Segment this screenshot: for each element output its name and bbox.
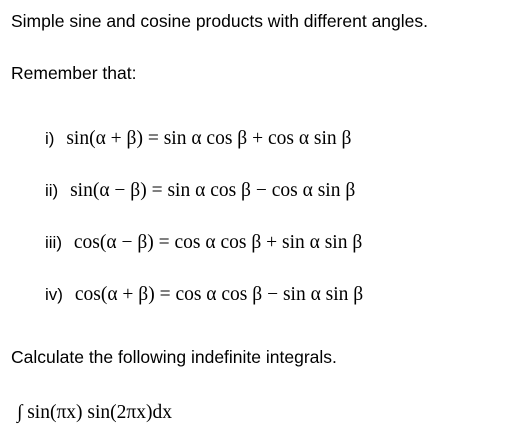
identity-formula: sin(α + β) = sin α cos β + cos α sin β	[66, 128, 352, 149]
identity-row	[45, 179, 355, 203]
identity-formula: cos(α − β) = cos α cos β + sin α sin β	[73, 232, 363, 253]
identity-label: ii)	[45, 181, 59, 200]
identity-row	[45, 127, 351, 151]
integral-expression: ∫ sin(πx) sin(2πx)dx	[17, 402, 173, 423]
identity-row	[45, 231, 362, 255]
remember-heading: Remember that:	[11, 63, 137, 83]
identity-row	[45, 283, 363, 307]
identity-formula: cos(α + β) = cos α cos β − sin α sin β	[74, 284, 364, 305]
intro-text: Simple sine and cosine products with different angles.	[11, 11, 429, 31]
identity-formula: sin(α − β) = sin α cos β − cos α sin β	[70, 180, 356, 201]
identity-label: i)	[45, 129, 55, 148]
calculate-heading: Calculate the following indefinite integrals.	[11, 347, 337, 367]
identity-label: iv)	[45, 285, 63, 304]
identity-label: iii)	[45, 233, 62, 252]
